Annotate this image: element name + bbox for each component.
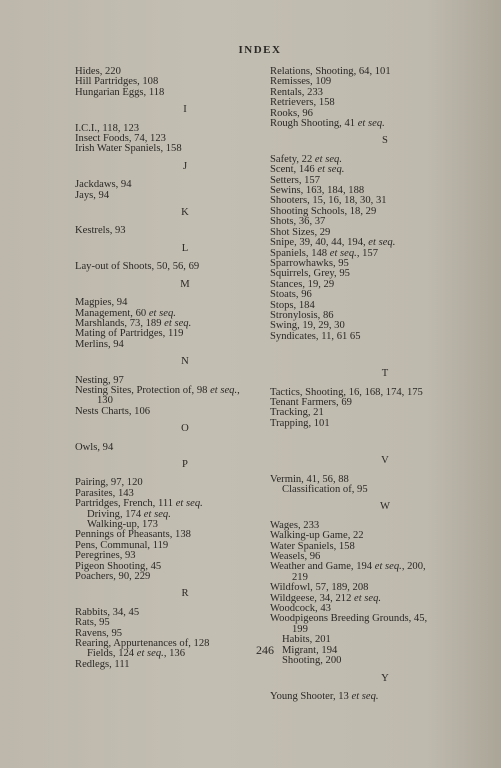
index-entry: Woodcock, 43 xyxy=(270,603,331,615)
index-entry: Safety, 22 et seq. xyxy=(270,153,342,165)
page-number: 246 xyxy=(256,643,274,657)
index-entry: Poachers, 90, 229 xyxy=(75,571,151,583)
index-entry: Walking-up, 173 xyxy=(87,519,158,530)
index-entry: Peregrines, 93 xyxy=(75,550,136,562)
section-spacer xyxy=(270,429,470,449)
index-entry: Irish Water Spaniels, 158 xyxy=(75,143,182,155)
section-letter: L xyxy=(181,242,189,254)
index-entry: Nesting, 97 xyxy=(75,374,124,386)
index-entry: 219 xyxy=(292,571,308,583)
section-letter: R xyxy=(181,588,189,600)
index-entry: Wages, 233 xyxy=(270,519,320,531)
index-entry: Classification of, 95 xyxy=(282,484,368,495)
index-entry: Partridges, French, 111 et seq. xyxy=(75,498,203,510)
section-letter: M xyxy=(180,278,190,290)
section-letter: T xyxy=(381,368,389,380)
index-column-right xyxy=(270,67,470,702)
section-letter: P xyxy=(182,458,188,470)
index-entry: Stoats, 96 xyxy=(270,289,312,301)
index-entry: Shooting, 200 xyxy=(282,655,342,667)
index-entry: Habits, 201 xyxy=(282,634,331,646)
index-entry: Sparrowhawks, 95 xyxy=(270,257,349,269)
index-entry: Merlins, 94 xyxy=(75,338,124,350)
index-entry: Relations, Shooting, 64, 101 xyxy=(270,66,391,77)
index-entry: Jackdaws, 94 xyxy=(75,179,132,191)
index-entry: Hungarian Eggs, 118 xyxy=(75,86,165,98)
section-spacer xyxy=(270,342,470,362)
index-entry: Mating of Partridges, 119 xyxy=(75,328,184,340)
index-entry: Rentals, 233 xyxy=(270,86,323,98)
index-entry: Rats, 95 xyxy=(75,617,110,629)
index-entry: Ravens, 95 xyxy=(75,627,123,639)
index-entry: I.C.I., 118, 123 xyxy=(75,122,140,134)
index-entry: Migrant, 194 xyxy=(282,644,338,656)
section-letter: K xyxy=(181,207,189,219)
index-entry: Snipe, 39, 40, 44, 194, et seq. xyxy=(270,237,396,249)
index-entry: Shot Sizes, 29 xyxy=(270,226,331,238)
section-letter: W xyxy=(380,501,390,513)
index-entry: Tenant Farmers, 69 xyxy=(270,396,352,408)
index-entry: Lay-out of Shoots, 50, 56, 69 xyxy=(75,261,200,273)
index-entry: 130 xyxy=(97,395,113,407)
index-entry: Pairing, 97, 120 xyxy=(75,477,143,489)
index-entry: Parasites, 143 xyxy=(75,487,134,499)
index-entry: Weasels, 96 xyxy=(270,551,321,563)
index-entry: Syndicates, 11, 61 65 xyxy=(270,330,361,342)
index-entry: Wildgeese, 34, 212 et seq. xyxy=(270,592,382,604)
index-entry: Pens, Communal, 119 xyxy=(75,539,169,551)
index-entry: Shots, 36, 37 xyxy=(270,216,326,228)
index-entry: Redlegs, 111 xyxy=(75,658,130,670)
index-entry: Tactics, Shooting, 16, 168, 174, 175 xyxy=(270,386,423,398)
index-entry: Stronylosis, 86 xyxy=(270,309,334,321)
index-entry: Kestrels, 93 xyxy=(75,225,126,237)
page-heading: INDEX xyxy=(238,44,282,56)
index-entry: Remisses, 109 xyxy=(270,76,332,88)
index-column-left xyxy=(75,67,265,670)
index-entry: Shooting Schools, 18, 29 xyxy=(270,205,377,217)
index-entry: Magpies, 94 xyxy=(75,297,128,309)
index-entry: Shooters, 15, 16, 18, 30, 31 xyxy=(270,195,387,207)
section-letter: O xyxy=(181,423,189,435)
section-letter: J xyxy=(182,160,188,172)
index-entry: Water Spaniels, 158 xyxy=(270,540,355,552)
index-entry: Fields, 124 et seq., 136 xyxy=(87,648,186,660)
section-letter: V xyxy=(381,455,389,467)
index-entry: Hides, 220 xyxy=(75,66,121,77)
index-entry: Young Shooter, 13 et seq. xyxy=(270,690,379,702)
index-entry: Stops, 184 xyxy=(270,299,315,311)
index-entry: Management, 60 et seq. xyxy=(75,307,176,319)
index-entry: Rough Shooting, 41 et seq. xyxy=(270,118,385,130)
index-entry: Pennings of Pheasants, 138 xyxy=(75,529,191,541)
index-entry: Retrievers, 158 xyxy=(270,97,335,109)
index-entry: Walking-up Game, 22 xyxy=(270,530,364,542)
index-entry: Hill Partridges, 108 xyxy=(75,76,159,88)
index-entry: Setters, 157 xyxy=(270,174,321,186)
index-entry: Weather and Game, 194 et seq., 200, xyxy=(270,561,426,573)
index-entry: Jays, 94 xyxy=(75,189,110,201)
index-entry: Trapping, 101 xyxy=(270,417,330,429)
section-letter: I xyxy=(183,104,187,116)
index-entry: Squirrels, Grey, 95 xyxy=(270,268,350,280)
index-entry: Scent, 146 et seq. xyxy=(270,164,345,176)
section-letter: N xyxy=(181,356,189,368)
index-entry: Rabbits, 34, 45 xyxy=(75,606,140,618)
index-entry: Rooks, 96 xyxy=(270,107,313,119)
index-entry: 199 xyxy=(292,623,308,635)
index-entry: Spaniels, 148 et seq., 157 xyxy=(270,247,379,259)
index-entry: Wildfowl, 57, 189, 208 xyxy=(270,582,369,594)
index-entry: Vermin, 41, 56, 88 xyxy=(270,473,349,485)
index-entry: Driving, 174 et seq. xyxy=(87,508,171,520)
index-entry: Nesting Sites, Protection of, 98 et seq., xyxy=(75,384,240,396)
index-entry: Owls, 94 xyxy=(75,441,114,453)
index-entry: Pigeon Shooting, 45 xyxy=(75,560,162,572)
index-entry: Marshlands, 73, 189 et seq. xyxy=(75,317,192,329)
index-entry: Sewins, 163, 184, 188 xyxy=(270,185,365,197)
index-entry: Tracking, 21 xyxy=(270,407,324,419)
index-entry: Nests Charts, 106 xyxy=(75,405,151,417)
index-entry: Stances, 19, 29 xyxy=(270,278,335,290)
index-entry: Rearing, Appurtenances of, 128 xyxy=(75,638,210,650)
index-entry: Swing, 19, 29, 30 xyxy=(270,320,345,332)
index-entry: Woodpigeons Breeding Grounds, 45, xyxy=(270,613,428,625)
section-letter: Y xyxy=(381,672,389,684)
section-letter: S xyxy=(382,135,388,147)
index-entry: Insect Foods, 74, 123 xyxy=(75,133,166,145)
